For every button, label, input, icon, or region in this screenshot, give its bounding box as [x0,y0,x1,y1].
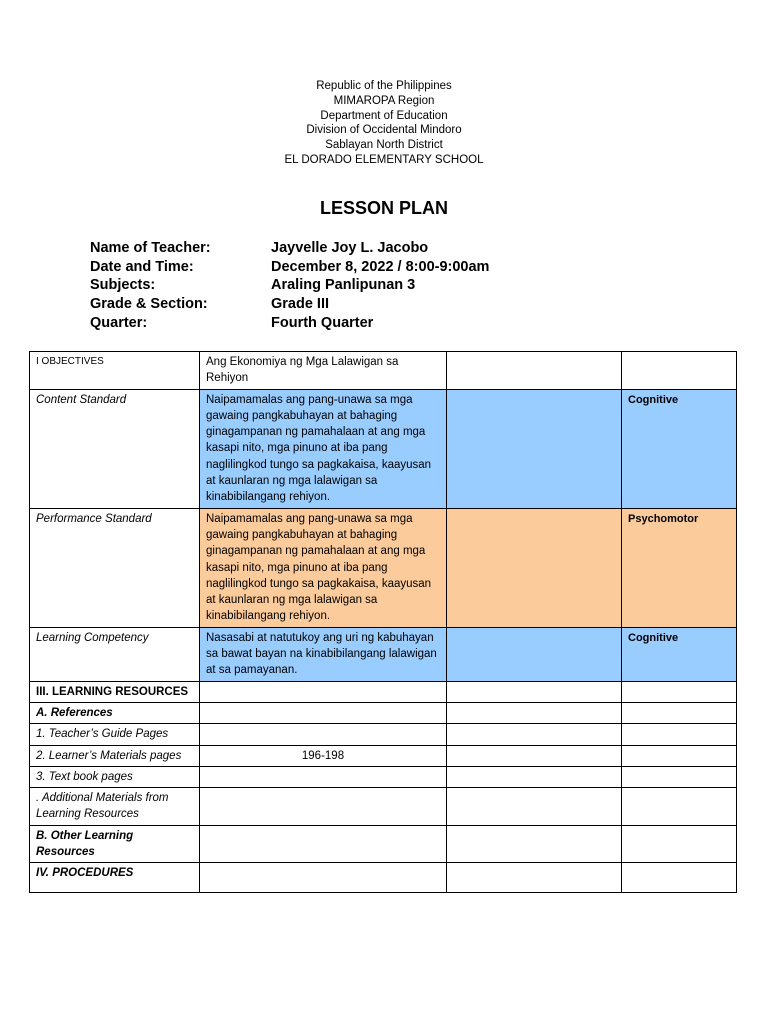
info-row [90,240,489,259]
empty-cell [622,745,737,766]
info-row [90,277,489,296]
info-row [90,296,489,315]
info-value: Jayvelle Joy L. Jacobo [271,240,429,256]
table-row [30,352,737,390]
performance-standard-domain: Psychomotor [622,508,737,627]
empty-cell [622,788,737,826]
header-line: EL DORADO ELEMENTARY SCHOOL [284,153,484,166]
learning-competency-label: Learning Competency [30,627,200,681]
empty-cell [447,352,622,390]
empty-cell [200,863,447,893]
teacher-info [90,240,489,333]
empty-cell [447,745,622,766]
empty-cell [622,863,737,893]
learners-materials-label: 2. Learner’s Materials pages [30,745,200,766]
performance-standard-text: Naipamamalas ang pang-unawa sa mga gawaing pangkabuhayan at bahaging ginagampanan ng pamahalaan at ang mga kasapi nito, mga pinuno at iba pang naglilingkod tungo sa pagkakaisa, kaayusan at kaunlaran ng mga lalawigan sa kinabibilangang rehiyon. [200,508,447,627]
info-value: Grade III [271,296,330,313]
table-row [30,627,737,681]
table-row [30,389,737,508]
empty-cell [447,724,622,745]
learning-competency-text: Nasasabi at natutukoy ang uri ng kabuhayan sa bawat bayan na kinabibilangang lalawigan at sa pamayanan. [200,627,447,681]
table-row [30,681,737,702]
empty-cell [200,724,447,745]
empty-cell [200,788,447,826]
header-line: Republic of the Philippines [316,80,452,92]
empty-cell [447,389,622,508]
school-header [0,79,768,168]
header-line: Division of Occidental Mindoro [306,124,462,137]
empty-cell [622,352,737,390]
table-row [30,724,737,745]
info-value: Araling Panlipunan 3 [271,277,416,294]
text-book-label: 3. Text book pages [30,766,200,787]
empty-cell [447,681,622,702]
empty-cell [447,825,622,863]
lesson-plan-table [29,351,737,893]
empty-cell [622,681,737,702]
content-standard-text: Naipamamalas ang pang-unawa sa mga gawaing pangkabuhayan at bahaging ginagampanan ng pamahalaan at ang mga kasapi nito, mga pinuno at iba pang naglilingkod tungo sa pagkakaisa, kaayusan at kaunlaran ng mga lalawigan sa kinabibilangang rehiyon. [200,389,447,508]
empty-cell [447,627,622,681]
empty-cell [447,702,622,723]
content-standard-domain: Cognitive [622,389,737,508]
info-value: December 8, 2022 / 8:00-9:00am [271,258,490,275]
empty-cell [447,508,622,627]
info-label: Name of Teacher: [90,240,211,256]
empty-cell [447,788,622,826]
other-resources-label: B. Other Learning Resources [30,825,200,863]
objectives-label: I OBJECTIVES [30,352,200,390]
info-label: Quarter: [90,314,148,331]
table-row [30,788,737,826]
info-value: Fourth Quarter [271,314,374,331]
empty-cell [447,766,622,787]
info-row [90,259,489,278]
empty-cell [622,702,737,723]
empty-cell [200,702,447,723]
objectives-topic: Ang Ekonomiya ng Mga Lalawigan sa Rehiyon [200,352,447,390]
table-row [30,766,737,787]
table-row [30,702,737,723]
teachers-guide-label: 1. Teacher’s Guide Pages [30,724,200,745]
empty-cell [622,766,737,787]
learning-competency-domain: Cognitive [622,627,737,681]
content-standard-label: Content Standard [30,389,200,508]
learners-materials-value: 196-198 [200,745,447,766]
info-label: Date and Time: [90,258,194,275]
empty-cell [200,681,447,702]
empty-cell [200,766,447,787]
table-row [30,745,737,766]
empty-cell [447,863,622,893]
table-row [30,508,737,627]
info-label: Subjects: [90,277,156,294]
empty-cell [622,825,737,863]
page-title: LESSON PLAN [319,198,448,218]
empty-cell [622,724,737,745]
performance-standard-label: Performance Standard [30,508,200,627]
header-line: Department of Education [320,109,448,122]
table-row [30,825,737,863]
additional-materials-label: . Additional Materials from Learning Resources [30,788,200,826]
table-row [30,863,737,893]
references-label: A. References [30,702,200,723]
header-line: MIMAROPA Region [333,94,435,107]
info-row [90,315,489,334]
empty-cell [200,825,447,863]
learning-resources-label: III. LEARNING RESOURCES [30,681,200,702]
info-label: Grade & Section: [90,296,208,313]
header-line: Sablayan North District [325,139,443,152]
procedures-label: IV. PROCEDURES [30,863,200,893]
